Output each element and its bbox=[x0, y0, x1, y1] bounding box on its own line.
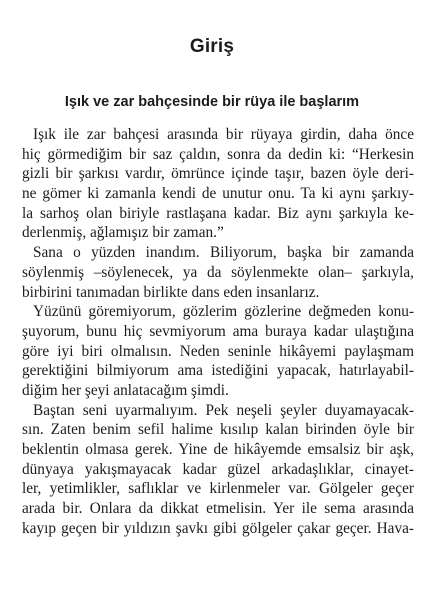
text-line: ler, yetimlikler, saflıklar ve kirlenmeler var. Gölgeler geçer bbox=[22, 480, 414, 498]
text-line: göre iyi biri olmalısın. Neden seninle hikâyemi paylaşmam bbox=[22, 342, 414, 360]
body-text bbox=[22, 125, 414, 538]
text-line: la sarhoş olan biriyle rastlaşana kadar. Biz aynı şarkıyla ke- bbox=[22, 204, 414, 222]
text-line: Işık ile zar bahçesi arasında bir rüyaya girdin, daha önce bbox=[33, 126, 414, 143]
text-line: Yüzünü göremiyorum, gözlerim gözlerine değmeden konu- bbox=[33, 303, 414, 321]
text-line: arada bir. Onlara da dikkat etmelisin. Yer ile sema arasında bbox=[22, 500, 414, 518]
text-line: sın. Zaten benim sefil halime kısılıp kalan birinden öyle bir bbox=[22, 421, 414, 439]
text-line: kayıp geçen bir yıldızın şavkı gibi gölgeler çakar geçer. Hava- bbox=[22, 519, 414, 537]
text-line: birbirini tanımadan birlikte dans eden insanlarız. bbox=[22, 283, 320, 301]
text-line: ne gömer ki zamanla kendi de unutur onu. Ta ki aynı şarkıy- bbox=[22, 185, 414, 203]
text-line: söylenmiş –söylenecek, ya da söylenmekte olan– şarkıyla, bbox=[22, 263, 414, 281]
chapter-title: Giriş bbox=[189, 36, 235, 57]
text-line: derlenmiş, ağlamışız bir zaman.” bbox=[22, 224, 224, 242]
text-line: Baştan seni uyarmalıyım. Pek neşeli şeyler duyamayacak- bbox=[33, 401, 414, 419]
text-line: Sana o yüzden inandım. Biliyorum, başka bir zamanda bbox=[33, 244, 414, 262]
text-line: şuyorum, bunu hiç sevmiyorum ama buraya kadar ulaştığına bbox=[22, 322, 414, 340]
text-line: gizli bir şarkısı vardır, ömrünce içinde taşır, bazen öyle deri- bbox=[22, 165, 414, 183]
text-line: beklentin olmasa gerek. Yine de hikâyemde emsalsiz bir aşk, bbox=[22, 441, 414, 458]
text-line: gerektiğini bilmiyorum ama istediğini yapacak, hatırlayabil- bbox=[22, 362, 414, 380]
text-line: diğim her şeyi anlatacağım şimdi. bbox=[22, 381, 229, 399]
section-heading: Işık ve zar bahçesinde bir rüya ile başlarım bbox=[64, 94, 360, 110]
text-line: dünyaya yakışmayacak kadar güzel arkadaşlıklar, cinayet- bbox=[22, 460, 414, 478]
text-line: hiç görmediğim bir saz çaldın, sonra da dedin ki: “Herkesin bbox=[22, 145, 414, 163]
